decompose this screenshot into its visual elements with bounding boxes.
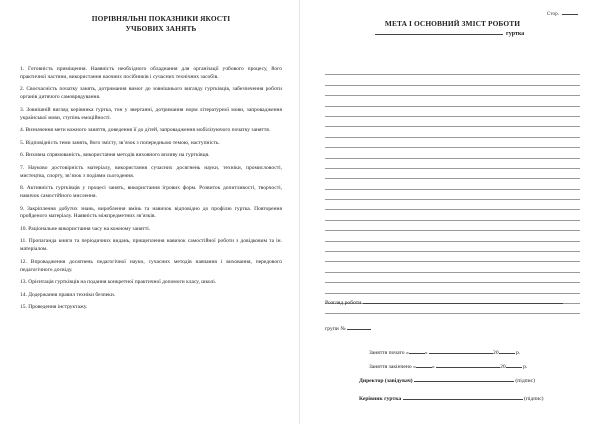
year-suffix: р. — [516, 350, 521, 356]
ruled-line[interactable] — [325, 190, 580, 200]
right-page-title: МЕТА І ОСНОВНИЙ ЗМІСТ РОБОТИ — [384, 19, 521, 28]
ruled-line[interactable] — [325, 169, 580, 179]
criteria-item: 1. Готовність приміщення. Наявність необхідного обладнання для організації учбового процесу, його практичної частини, використання наочних посібників і сучасних технічних засобів. — [20, 66, 282, 80]
work-review-blank[interactable] — [363, 303, 563, 304]
club-name-line — [375, 31, 524, 37]
page-divider — [299, 0, 300, 424]
criteria-item: 14. Додержання правил техніки безпеки. — [20, 291, 116, 298]
quote-close: » — [431, 364, 435, 370]
leader-signature-field — [359, 396, 544, 402]
start-day-blank[interactable] — [409, 353, 425, 354]
criteria-item: 8. Активність гуртківців у процесі занять, використання ігрових форм. Розвиток допитливості, творчості, навичок самостійного мислення. — [20, 185, 282, 200]
end-month-blank[interactable] — [436, 367, 500, 368]
start-month-blank[interactable] — [429, 353, 493, 354]
group-field — [325, 326, 371, 332]
lesson-end-label: Заняття закінчено — [369, 364, 412, 370]
criteria-item: 4. Визначення мети кожного заняття, доведення її до дітей, запровадження мобілізуючого початку заняття. — [20, 127, 271, 134]
ruled-line[interactable] — [325, 210, 580, 220]
ruled-line[interactable] — [325, 117, 580, 127]
ruled-line[interactable] — [325, 200, 580, 210]
work-review-label: Розгляд роботи — [325, 300, 362, 306]
page-number-blank[interactable] — [562, 14, 578, 15]
criteria-item: 11. Пропаганда книги та періодичних видань, прищеплення навичок самостійної роботи з довідковим та ін. матеріалом. — [20, 238, 282, 253]
left-title-line-2: УЧБОВИХ ЗАНЯТЬ — [125, 24, 197, 33]
ruled-line[interactable] — [325, 96, 580, 106]
criteria-item: 10. Раціональне використання часу на кожному занятті. — [20, 225, 151, 232]
director-signature-blank[interactable] — [414, 381, 514, 382]
director-signature-field — [359, 378, 535, 384]
ruled-line[interactable] — [325, 283, 580, 293]
ruled-line[interactable] — [325, 273, 580, 283]
club-name-blank[interactable] — [375, 34, 503, 35]
end-year-blank[interactable] — [506, 367, 522, 368]
ruled-line[interactable] — [325, 262, 580, 272]
criteria-list — [20, 66, 282, 312]
page-number — [547, 11, 578, 17]
ruled-line[interactable] — [325, 242, 580, 252]
start-year-blank[interactable] — [499, 353, 515, 354]
end-day-blank[interactable] — [416, 367, 432, 368]
signature-caption: (підпис) — [515, 378, 535, 384]
criteria-item: 6. Виховна спрямованість, використання методів виховного впливу на гуртківця. — [20, 152, 210, 159]
year-prefix: 20 — [493, 350, 499, 356]
left-page-title — [40, 14, 282, 34]
criteria-item: 7. Науково достовірність матеріалу, використання сучасних досягнень науки, техніки, промисловості, мистецтва, спорту, зв’язок з подіями сьогодення. — [20, 164, 282, 179]
criteria-item: 3. Зовнішній вигляд керівника гуртка, тон у звертанні, дотримання норм літературної мови, запровадження української мови, ступінь емоційності. — [20, 106, 282, 121]
left-title-line-1: ПОРІВНЯЛЬНІ ПОКАЗНИКИ ЯКОСТІ — [91, 14, 231, 23]
ruled-line[interactable] — [325, 159, 580, 169]
group-number-blank[interactable] — [347, 329, 371, 330]
lesson-start-label: Заняття почато — [369, 350, 405, 356]
leader-label: Керівник гуртка — [359, 396, 402, 402]
lesson-start-field — [369, 350, 520, 356]
page-number-label: Стор. — [546, 11, 559, 17]
ruled-line[interactable] — [325, 86, 580, 96]
ruled-lines[interactable] — [325, 65, 580, 314]
quote-close: » — [424, 350, 428, 356]
right-page — [325, 0, 580, 424]
ruled-line[interactable] — [325, 179, 580, 189]
signature-caption: (підпис) — [523, 396, 544, 402]
criteria-item: 2. Своєчасність початку занять, дотримання вимог до зовнішнього вигляду гуртківців, забезпечення роботи органів дитячого самоврядування. — [20, 86, 282, 101]
criteria-item: 15. Проведення інструктажу. — [20, 304, 88, 311]
ruled-line[interactable] — [325, 127, 580, 137]
lesson-end-field — [369, 364, 527, 370]
leader-signature-blank[interactable] — [403, 399, 523, 400]
work-review-field — [325, 300, 563, 306]
criteria-item: 13. Орієнтація гуртківців на подання конкретної практичної допомоги класу, школі. — [20, 279, 217, 286]
ruled-line[interactable] — [325, 138, 580, 148]
ruled-line[interactable] — [325, 75, 580, 85]
year-prefix: 20 — [500, 364, 506, 370]
club-suffix: гуртка — [506, 31, 525, 37]
left-page — [20, 14, 282, 317]
ruled-line[interactable] — [325, 65, 580, 75]
criteria-item: 12. Впровадження досягнень педагогічної науки, сучасних методів навчання і виховання, передового педагогічного досвіду. — [20, 258, 282, 273]
ruled-line[interactable] — [325, 148, 580, 158]
ruled-line[interactable] — [325, 221, 580, 231]
ruled-line[interactable] — [325, 252, 580, 262]
quote-open: « — [413, 364, 416, 370]
director-label: Директор (завідувач) — [359, 378, 413, 384]
quote-open: « — [406, 350, 409, 356]
ruled-line[interactable] — [325, 107, 580, 117]
group-label: групи № — [325, 326, 346, 332]
year-suffix: р. — [523, 364, 528, 370]
criteria-item: 5. Відповідність теми занять, його змісту, зв’язок з попередньою темою, наступність. — [20, 139, 220, 146]
ruled-line[interactable] — [325, 231, 580, 241]
criteria-item: 9. Закріплення добутих знань, вироблення вмінь та навичок відповідно до профілю гуртка. Повторення пройденого матеріалу. Наявність міжпредметних зв’язків. — [20, 205, 282, 220]
